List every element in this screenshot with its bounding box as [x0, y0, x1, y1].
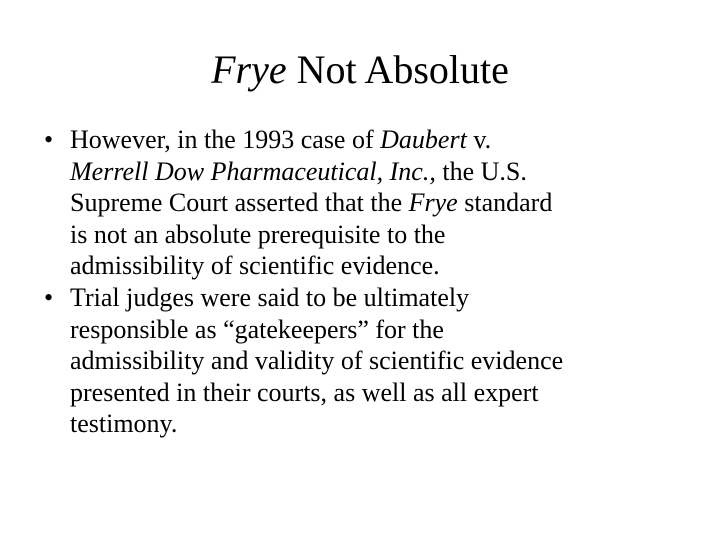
bullet-line	[70, 282, 720, 314]
bullet-line	[70, 219, 720, 251]
line-italic-text: Frye	[408, 188, 458, 218]
line-text: Supreme Court asserted that the	[70, 188, 409, 218]
bullet-line	[70, 408, 720, 440]
title-text: Not Absolute	[286, 47, 509, 92]
line-text: However, in the 1993 case of	[70, 125, 381, 154]
line-text: admissibility and validity of scientific evidence	[70, 346, 564, 376]
bullet-line	[70, 250, 720, 282]
line-text: the U.S.	[435, 156, 527, 186]
bullet-line	[70, 156, 720, 188]
bullet-line	[70, 187, 720, 219]
line-text: standard	[457, 188, 553, 218]
line-text: presented in their courts, as well as all expert	[70, 377, 539, 407]
bullet-icon: •	[44, 125, 54, 154]
line-text: is not an absolute prerequisite to the	[70, 219, 446, 249]
bullet-line	[70, 377, 720, 409]
line-text: responsible as “gatekeepers” for the	[70, 314, 444, 344]
bullet-icon: •	[44, 282, 54, 312]
line-text: admissibility of scientific evidence.	[70, 251, 440, 281]
line-text: testimony.	[70, 409, 178, 439]
slide-title	[0, 44, 720, 96]
bullet-list	[0, 124, 720, 440]
line-italic-text: Daubert	[380, 125, 467, 154]
bullet-item	[0, 282, 720, 440]
bullet-line	[70, 314, 720, 346]
bullet-item	[0, 124, 720, 282]
title-italic-case-name: Frye	[211, 47, 287, 92]
line-text: v.	[466, 125, 492, 154]
bullet-line	[70, 345, 720, 377]
line-text: Trial judges were said to be ultimately	[70, 282, 470, 312]
line-italic-text: Merrell Dow Pharmaceutical, Inc.,	[70, 156, 436, 186]
bullet-line	[70, 124, 720, 156]
